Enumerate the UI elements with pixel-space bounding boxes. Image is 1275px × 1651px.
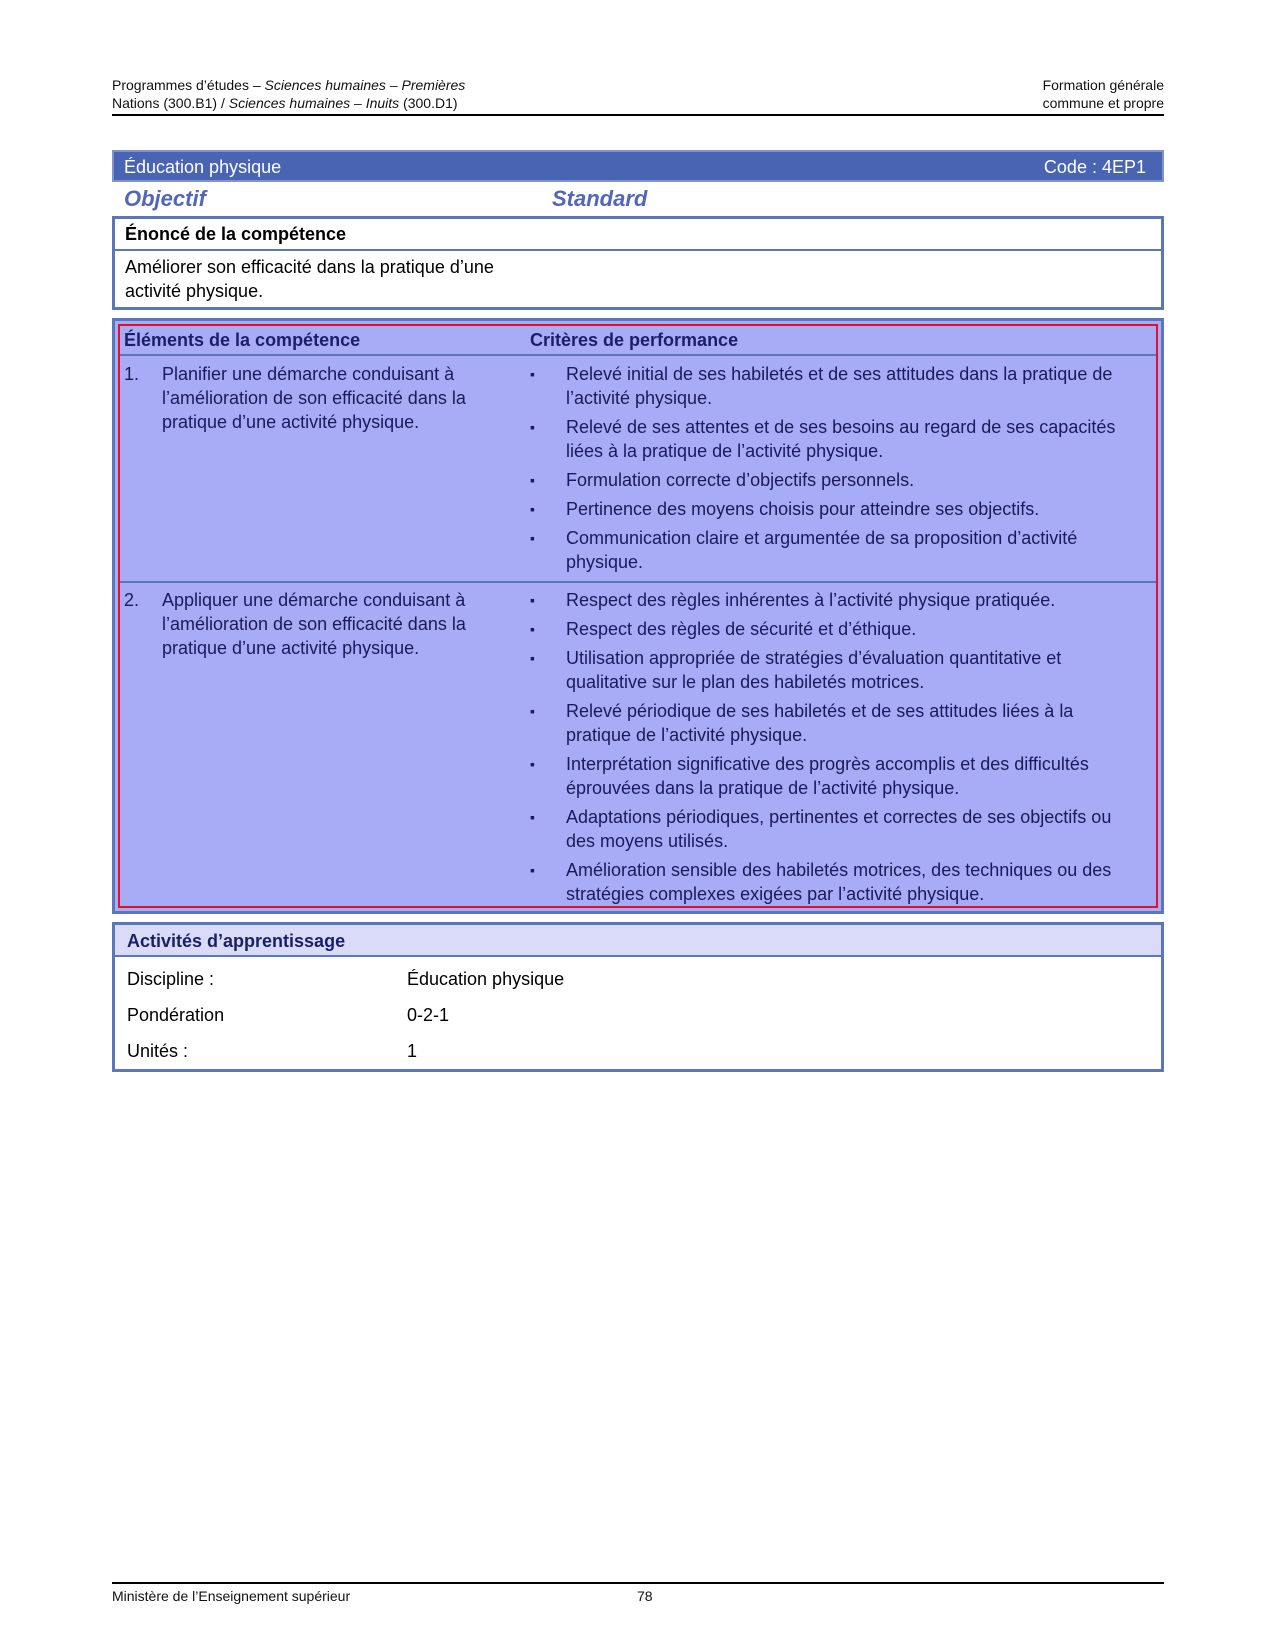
criterion-text: Respect des règles de sécurité et d’éthique. bbox=[566, 619, 917, 639]
criterion-item bbox=[530, 588, 1130, 612]
criterion-text: Interprétation significative des progrès accomplis et des difficultés éprouvées dans la pratique de l’activité physique. bbox=[566, 754, 1089, 798]
criteria-column-heading: Critères de performance bbox=[530, 330, 739, 350]
competence-elements-table bbox=[112, 318, 1164, 914]
element-number: 1. bbox=[124, 364, 140, 384]
page-footer bbox=[112, 1582, 1164, 1606]
activity-value: 1 bbox=[407, 1041, 418, 1061]
bullet-icon: ▪ bbox=[530, 366, 535, 382]
criterion-item bbox=[530, 646, 1130, 694]
header-right-line2: commune et propre bbox=[1042, 95, 1164, 111]
bullet-icon: ▪ bbox=[530, 621, 535, 637]
header-formation bbox=[1043, 76, 1164, 112]
competence-statement-heading: Énoncé de la compétence bbox=[115, 219, 1161, 251]
bullet-icon: ▪ bbox=[530, 756, 535, 772]
criteria-list-2 bbox=[530, 588, 1130, 911]
elements-row-divider bbox=[120, 581, 1156, 583]
element-item bbox=[124, 588, 514, 660]
header-line1-plain: Programmes d’études – bbox=[112, 77, 265, 93]
activity-label: Discipline : bbox=[127, 969, 215, 989]
header-line2-italic: Sciences humaines – Inuits bbox=[228, 95, 400, 111]
criterion-item bbox=[530, 858, 1130, 906]
objective-standard-row bbox=[112, 186, 1164, 214]
activity-label: Pondération bbox=[127, 1005, 225, 1025]
criterion-item bbox=[530, 805, 1130, 853]
footer-ministry: Ministère de l’Enseignement supérieur bbox=[112, 1588, 351, 1604]
criterion-item bbox=[530, 526, 1130, 574]
bullet-icon: ▪ bbox=[530, 501, 535, 517]
bullet-icon: ▪ bbox=[530, 809, 535, 825]
page-header bbox=[112, 76, 1164, 116]
bullet-icon: ▪ bbox=[530, 862, 535, 878]
elements-highlight-frame bbox=[118, 324, 1158, 908]
criterion-item bbox=[530, 497, 1130, 521]
course-title-bar bbox=[112, 150, 1164, 182]
criterion-item bbox=[530, 699, 1130, 747]
activity-value: Éducation physique bbox=[407, 969, 565, 989]
activity-value: 0-2-1 bbox=[407, 1005, 450, 1025]
criterion-text: Respect des règles inhérentes à l’activité physique pratiquée. bbox=[566, 590, 1056, 610]
criterion-item bbox=[530, 617, 1130, 641]
criterion-text: Amélioration sensible des habiletés motrices, des techniques ou des stratégies complexes exigées par l’activité physique. bbox=[566, 860, 1112, 904]
criterion-text: Relevé initial de ses habiletés et de ses attitudes dans la pratique de l’activité physique. bbox=[566, 364, 1113, 408]
elements-table-header bbox=[120, 326, 1156, 356]
element-text: Planifier une démarche conduisant à l’amélioration de son efficacité dans la pratique d’une activité physique. bbox=[162, 364, 466, 432]
criterion-item bbox=[530, 468, 1130, 492]
criterion-text: Communication claire et argumentée de sa proposition d’activité physique. bbox=[566, 528, 1078, 572]
bullet-icon: ▪ bbox=[530, 472, 535, 488]
activity-label: Unités : bbox=[127, 1041, 189, 1061]
elements-column-heading: Éléments de la compétence bbox=[124, 330, 361, 350]
course-title: Éducation physique bbox=[124, 157, 282, 177]
competence-statement-box bbox=[112, 216, 1164, 310]
bullet-icon: ▪ bbox=[530, 592, 535, 608]
learning-activities-box bbox=[112, 922, 1164, 1072]
element-item bbox=[124, 362, 514, 434]
bullet-icon: ▪ bbox=[530, 703, 535, 719]
bullet-icon: ▪ bbox=[530, 419, 535, 435]
criterion-text: Relevé périodique de ses habiletés et de ses attitudes liées à la pratique de l’activité physique. bbox=[566, 701, 1074, 745]
criterion-text: Pertinence des moyens choisis pour atteindre ses objectifs. bbox=[566, 499, 1040, 519]
header-line1-italic: Sciences humaines – Premières bbox=[264, 77, 466, 93]
criterion-text: Utilisation appropriée de stratégies d’évaluation quantitative et qualitative sur le plan des habiletés motrices. bbox=[566, 648, 1062, 692]
bullet-icon: ▪ bbox=[530, 650, 535, 666]
learning-activities-heading: Activités d’apprentissage bbox=[115, 925, 1161, 957]
criterion-text: Formulation correcte d’objectifs personnels. bbox=[566, 470, 915, 490]
standard-label: Standard bbox=[552, 186, 648, 211]
element-number: 2. bbox=[124, 590, 140, 610]
criterion-item bbox=[530, 415, 1130, 463]
criteria-list-1 bbox=[530, 362, 1130, 579]
element-text: Appliquer une démarche conduisant à l’amélioration de son efficacité dans la pratique d’une activité physique. bbox=[162, 590, 466, 658]
course-code: Code : 4EP1 bbox=[1043, 157, 1146, 177]
bullet-icon: ▪ bbox=[530, 530, 535, 546]
header-program bbox=[112, 76, 465, 112]
criterion-text: Adaptations périodiques, pertinentes et correctes de ses objectifs ou des moyens utilisés. bbox=[566, 807, 1112, 851]
header-right-line1: Formation générale bbox=[1042, 77, 1164, 93]
criterion-item bbox=[530, 362, 1130, 410]
criterion-item bbox=[530, 752, 1130, 800]
objective-label: Objectif bbox=[124, 186, 206, 211]
competence-statement-text: Améliorer son efficacité dans la pratique d’une activité physique. bbox=[125, 257, 494, 301]
criterion-text: Relevé de ses attentes et de ses besoins au regard de ses capacités liées à la pratique de l’activité physique. bbox=[566, 417, 1116, 461]
page-number: 78 bbox=[637, 1588, 653, 1604]
header-line2-end: (300.D1) bbox=[399, 95, 458, 111]
header-line2-plain: Nations (300.B1) / bbox=[112, 95, 229, 111]
